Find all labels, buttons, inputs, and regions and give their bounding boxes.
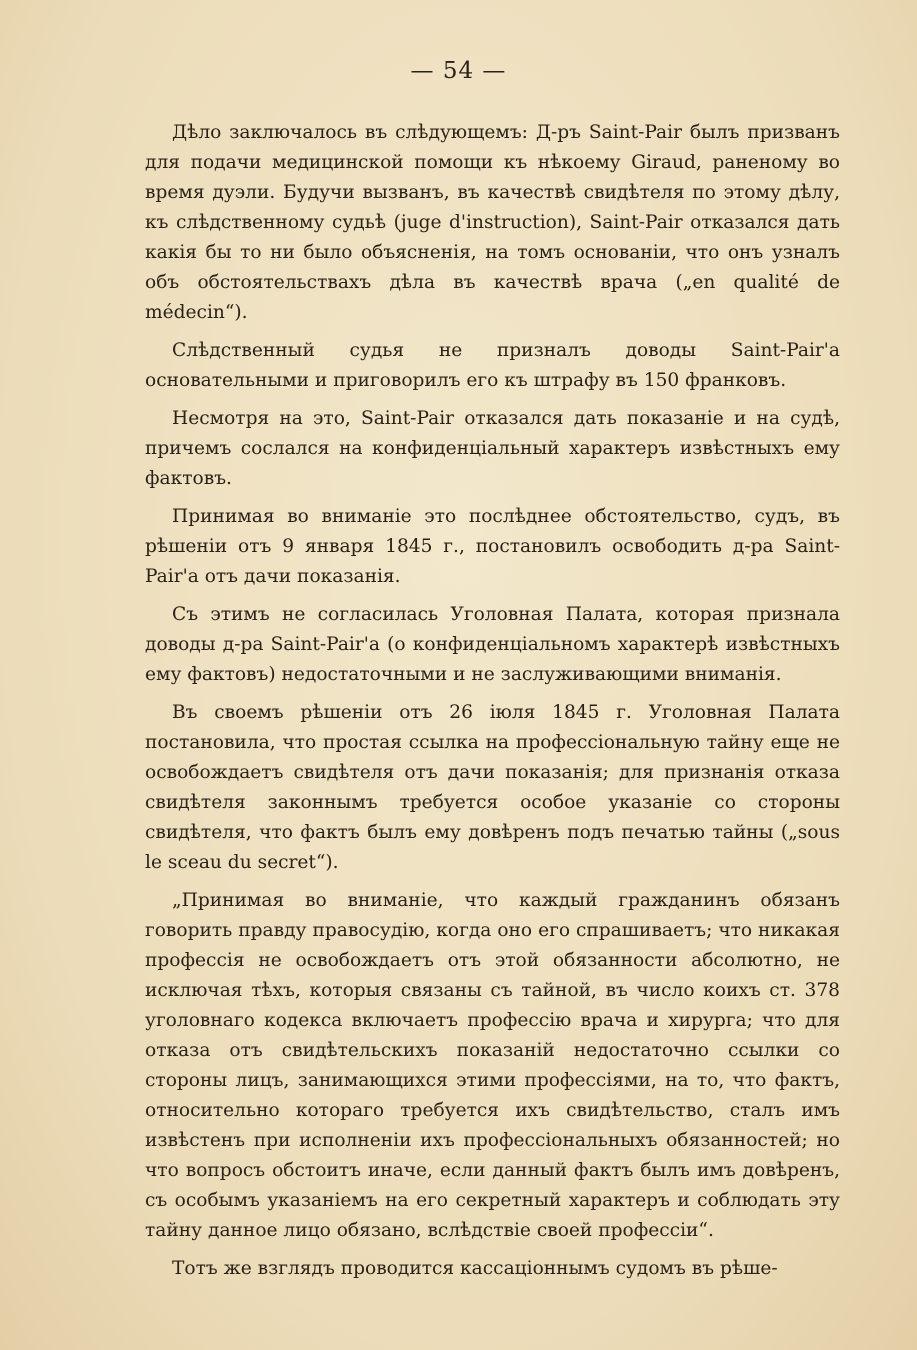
paragraph: „Принимая во вниманіе, что каждый гражданинъ обязанъ говорить правду правосудію, когда оно его спрашиваетъ; что никакая профессія не освобождаетъ отъ этой обязанности абсолютно, не исключая тѣхъ, которыя связаны съ тайной, въ число коихъ ст. 378 уголовнаго кодекса включаетъ профессію врача и хирурга; что для отказа отъ свидѣтельскихъ показаній недостаточно ссылки со стороны лицъ, занимающихся этими профессіями, на то, что фактъ, относительно котораго требуется ихъ свидѣтельство, сталъ имъ извѣстенъ при исполненіи ихъ профессіональныхъ обязанностей; но что вопросъ обстоитъ иначе, если данный фактъ былъ имъ довѣренъ, съ особымъ указаніемъ на его секретный характеръ и соблюдать эту тайну данное лицо обязано, вслѣдствіе своей профессіи“. bbox=[145, 890, 840, 1241]
paragraph: Въ своемъ рѣшеніи отъ 26 іюля 1845 г. Уголовная Палата постановила, что простая ссылка на профессіональную тайну еще не освобождаетъ свидѣтеля отъ дачи показанія; для признанія отказа свидѣтеля законнымъ требуется особое указаніе со стороны свидѣтеля, что фактъ былъ ему довѣренъ подъ печатью тайны („sous le sceau du secret“). bbox=[145, 702, 840, 873]
body-text bbox=[145, 118, 840, 1284]
page-number: — 54 — bbox=[410, 58, 507, 84]
paragraph: Тотъ же взглядъ проводится кассаціоннымъ судомъ въ рѣше- bbox=[172, 1258, 778, 1279]
paragraph: Принимая во вниманіе это послѣднее обстоятельство, судъ, въ рѣшеніи отъ 9 января 1845 г., постановилъ освободить д-ра Saint-Pair'а отъ дачи показанія. bbox=[145, 506, 840, 587]
paragraph: Несмотря на это, Saint-Pair отказался дать показаніе и на судѣ, причемъ сослался на конфиденціальный характеръ извѣстныхъ ему фактовъ. bbox=[145, 408, 840, 489]
paragraph: Слѣдственный судья не призналъ доводы Saint-Pair'а основательными и приговорилъ его къ штрафу въ 150 франковъ. bbox=[145, 340, 840, 391]
paragraph: Дѣло заключалось въ слѣдующемъ: Д-ръ Saint-Pair былъ призванъ для подачи медицинской помощи къ нѣкоему Giraud, раненому во время дуэли. Будучи вызванъ, въ качествѣ свидѣтеля по этому дѣлу, къ слѣдственному судьѣ (juge d'instruction), Saint-Pair отказался дать какія бы то ни было объясненія, на томъ основаніи, что онъ узналъ объ обстоятельствахъ дѣла въ качествѣ врача („en qualité de médecin“). bbox=[145, 122, 840, 323]
paragraph: Съ этимъ не согласилась Уголовная Палата, которая признала доводы д-ра Saint-Pair'а (о конфиденціальномъ характерѣ извѣстныхъ ему фактовъ) недостаточными и не заслуживающими вниманія. bbox=[145, 604, 840, 685]
